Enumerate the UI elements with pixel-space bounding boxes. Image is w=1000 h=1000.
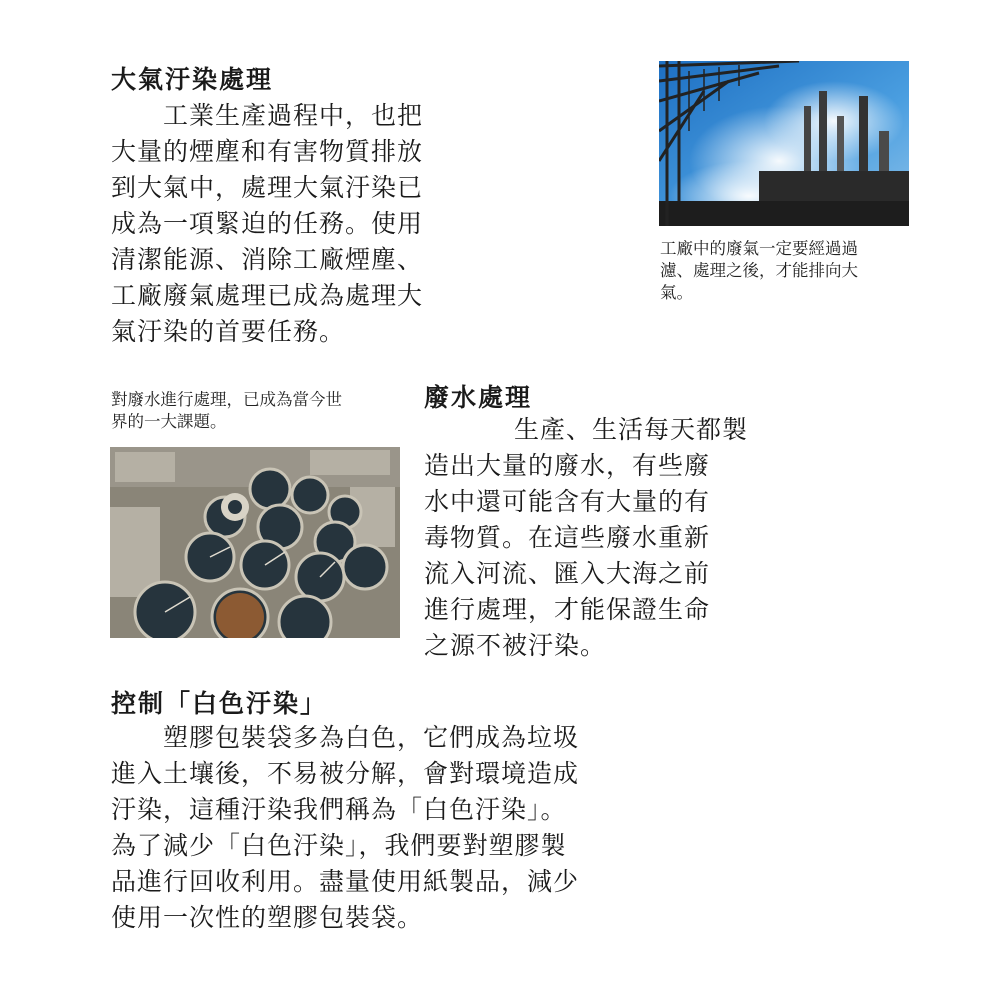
body-line: 為了減少「白色汙染」，我們要對塑膠製 <box>111 831 567 860</box>
wastewater-plant-photo <box>110 447 400 638</box>
caption-line: 濾、處理之後，才能排向大 <box>660 261 858 280</box>
body-line: 進入土壤後，不易被分解，會對環境造成 <box>111 759 580 788</box>
body-line: 生產、生活每天都製 <box>514 415 749 444</box>
body-line: 氣汙染的首要任務。 <box>111 317 346 346</box>
wastewater-heading: 廢水處理 <box>424 383 533 412</box>
body-line: 工廠廢氣處理已成為處理大 <box>111 281 424 310</box>
body-line: 造出大量的廢水，有些廢 <box>424 451 711 480</box>
caption-line: 界的一大課題。 <box>111 412 227 431</box>
body-line: 清潔能源、消除工廠煙塵、 <box>111 245 424 274</box>
caption-line: 氣。 <box>660 283 693 302</box>
body-line: 工業生產過程中，也把 <box>111 101 424 130</box>
wastewater-body <box>424 412 924 664</box>
air-pollution-body <box>111 98 641 350</box>
factory-smoke-photo <box>659 61 909 226</box>
body-line: 塑膠包裝袋多為白色，它們成為垃圾 <box>111 723 580 752</box>
factory-photo-caption <box>660 238 910 304</box>
body-line: 使用一次性的塑膠包裝袋。 <box>111 903 424 932</box>
white-pollution-heading: 控制「白色汙染」 <box>111 689 328 718</box>
body-line: 到大氣中，處理大氣汙染已 <box>111 173 424 202</box>
caption-line: 對廢水進行處理，已成為當今世 <box>111 390 342 409</box>
wastewater-photo-caption <box>111 389 401 433</box>
body-line: 之源不被汙染。 <box>424 631 607 660</box>
body-line: 毒物質。在這些廢水重新 <box>424 523 711 552</box>
white-pollution-body <box>111 720 931 936</box>
body-line: 大量的煙塵和有害物質排放 <box>111 137 424 166</box>
body-line: 品進行回收利用。盡量使用紙製品，減少 <box>111 867 580 896</box>
body-line: 流入河流、匯入大海之前 <box>424 559 711 588</box>
air-pollution-heading: 大氣汙染處理 <box>111 65 274 94</box>
body-line: 進行處理，才能保證生命 <box>424 595 711 624</box>
body-line: 汙染，這種汙染我們稱為「白色汙染」。 <box>111 795 567 824</box>
caption-line: 工廠中的廢氣一定要經過過 <box>660 239 858 258</box>
body-line: 水中還可能含有大量的有 <box>424 487 711 516</box>
body-line: 成為一項緊迫的任務。使用 <box>111 209 424 238</box>
